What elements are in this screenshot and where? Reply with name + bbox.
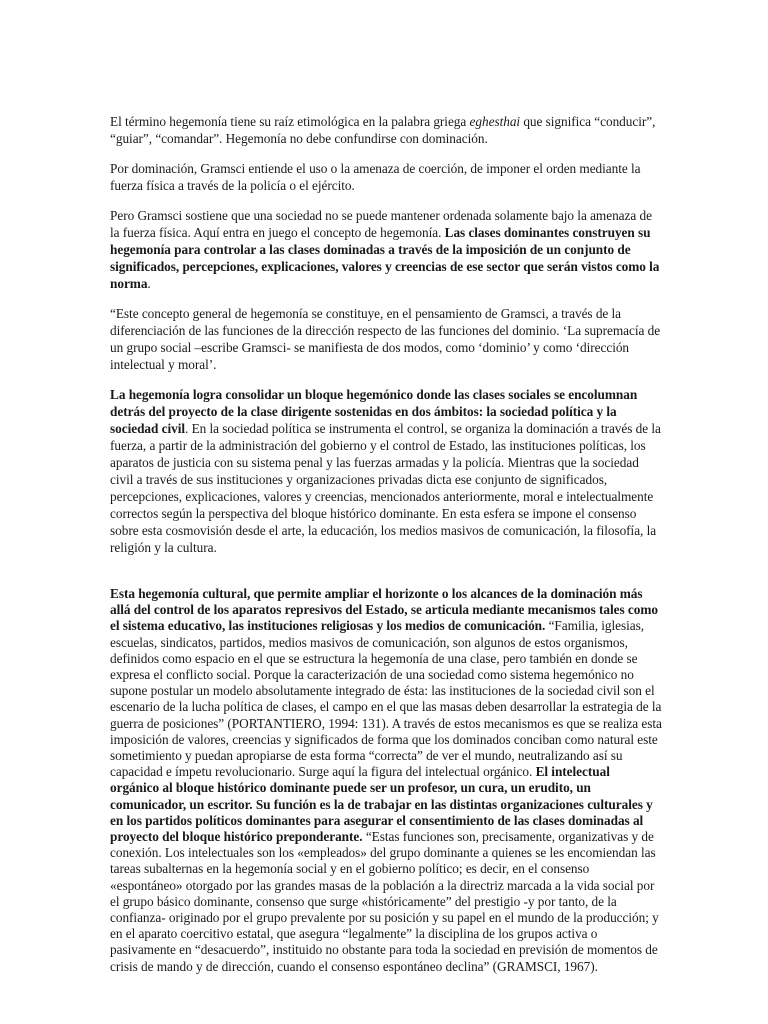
paragraph-hegemony-concept bbox=[110, 207, 662, 292]
text-run: “Estas funciones son, precisamente, organizativas y de conexión. Los intelectuales son los «empleados» del grupo dominante a quienes se les encomiendan las tareas subalternas en la hegemonía social y en el gobierno político; es decir, en el consenso «espontáneo» otorgado por las grandes masas de la población a la directriz marcada a la vida social por el grupo básico dominante, consenso que surge «históricamente” del prestigio -y por tanto, de la confianza- originado por el grupo prevalente por su posición y su papel en el mundo de la producción; y en el aparato coercitivo estatal, que asegura “legalmente” la disciplina de los grupos activa o pasivamente en “desacuerdo”, instituido no obstante para toda la sociedad en previsión de momentos de crisis de mando y de dirección, cuando el consenso espontáneo declina” (GRAMSCI, 1967). bbox=[110, 829, 659, 974]
text-run-bold: Las clases dominantes construyen su hegemonía para controlar a las clases dominadas a través de la imposición de un conjunto de significados, percepciones, explicaciones, valores y creencias de ese sector que serán vistos como la norma bbox=[110, 225, 660, 291]
text-run: “Este concepto general de hegemonía se constituye, en el pensamiento de Gramsci, a través de la diferenciación de las funciones de la dirección respecto de las funciones del dominio. ‘La supremacía de un grupo social –escribe Gramsci- se manifiesta de dos modos, como ‘dominio’ y como ‘dirección intelectual y moral’. bbox=[110, 306, 661, 372]
text-run: El término hegemonía tiene su raíz etimológica en la palabra griega bbox=[110, 114, 470, 129]
document-body bbox=[110, 113, 662, 988]
paragraph-hegemonic-bloc bbox=[110, 386, 662, 556]
paragraph-gramsci-quote bbox=[110, 305, 662, 373]
paragraph-cultural-hegemony bbox=[110, 586, 662, 975]
text-run: que significa “conducir”, “guiar”, “comandar”. Hegemonía no debe confundirse con dominación. bbox=[110, 114, 656, 146]
text-run: . En la sociedad política se instrumenta el control, se organiza la dominación a través de la fuerza, a partir de la administración del gobierno y el control de Estado, las instituciones políticas, los aparatos de justicia con su sistema penal y las fuerzas armadas y la policía. Mientras que la sociedad civil a través de sus instituciones y organizaciones privadas dicta ese conjunto de significados, percepciones, explicaciones, valores y creencias, mencionados anteriormente, moral e intelectualmente correctos según la perspectiva del bloque histórico dominante. En esta esfera se impone el consenso sobre esta cosmovisión desde el arte, la educación, los medios masivos de comunicación, la filosofía, la religión y la cultura. bbox=[110, 421, 661, 555]
paragraph-etymology bbox=[110, 113, 662, 147]
text-run-bold: La hegemonía logra consolidar un bloque hegemónico donde las clases sociales se encolumnan detrás del proyecto de la clase dirigente sostenidas en dos ámbitos: la sociedad política y la sociedad civil bbox=[110, 387, 638, 436]
text-run: . bbox=[147, 276, 151, 291]
text-run: Pero Gramsci sostiene que una sociedad no se puede mantener ordenada solamente bajo la amenaza de la fuerza física. Aquí entra en juego el concepto de hegemonía. bbox=[110, 208, 652, 240]
text-run-italic: eghesthai bbox=[469, 114, 521, 129]
text-run: “Familia, iglesias, escuelas, sindicatos, partidos, medios masivos de comunicación, son algunos de estos organismos, definidos como espacio en el que se estructura la hegemonía de una clase, pero también en donde se expresa el conflicto social. Porque la caracterización de una sociedad como sistema hegemónico no supone postular un modelo absolutamente integrado de ésta: las instituciones de la sociedad civil son el escenario de la lucha política de clases, el campo en el que las masas deben desarrollar la estrategia de la guerra de posiciones” (PORTANTIERO, 1994: 131). A través de estos mecanismos es que se realiza esta imposición de valores, creencias y significados de forma que los dominados conciban como natural este sometimiento y puedan apropiarse de esta forma “correcta” de ver el mundo, neutralizando así su capacidad e ímpetu revolucionario. Surge aquí la figura del intelectual orgánico. bbox=[110, 618, 662, 780]
text-run-bold: Esta hegemonía cultural, que permite ampliar el horizonte o los alcances de la dominación más allá del control de los aparatos represivos del Estado, se articula mediante mecanismos tales como el sistema educativo, las instituciones religiosas y los medios de comunicación. bbox=[110, 586, 658, 634]
text-run: Por dominación, Gramsci entiende el uso o la amenaza de coerción, de imponer el orden mediante la fuerza física a través de la policía o el ejército. bbox=[110, 161, 641, 193]
text-run-bold: El intelectual orgánico al bloque histórico dominante puede ser un profesor, un cura, un erudito, un comunicador, un escritor. Su función es la de trabajar en las distintas organizaciones culturales y en los partidos políticos dominantes para asegurar el consentimiento de las clases dominadas al proyecto del bloque histórico preponderante. bbox=[110, 764, 653, 845]
paragraph-domination bbox=[110, 160, 662, 194]
